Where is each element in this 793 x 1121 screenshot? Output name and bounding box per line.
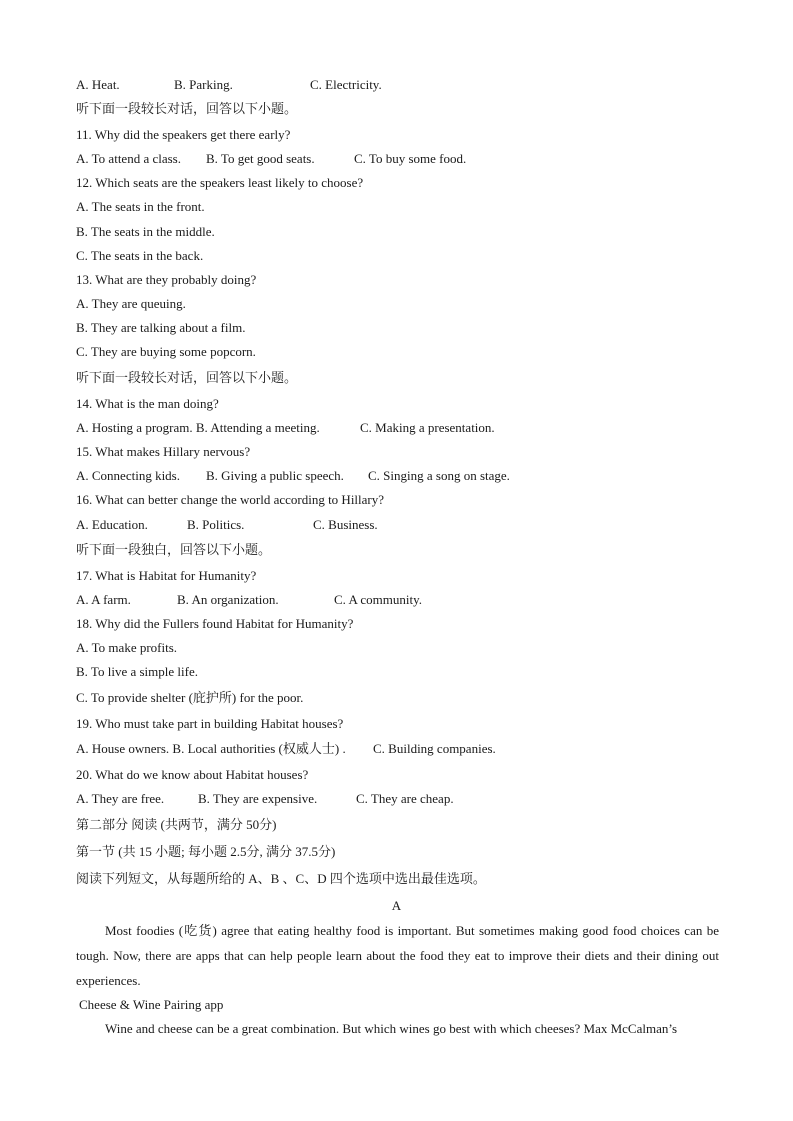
q13-option-c: C. They are buying some popcorn. [76, 344, 256, 359]
option-b: B. They are expensive. [198, 791, 318, 806]
option-b: B. Politics. [187, 517, 245, 532]
question-12: 12. Which seats are the speakers least likely to choose? [76, 175, 364, 190]
option-ab: A. House owners. B. Local authorities (权威人士) . [76, 741, 346, 756]
q13-option-a: A. They are queuing. [76, 296, 186, 311]
q13-option-b: B. They are talking about a film. [76, 320, 246, 335]
q18-option-c: C. To provide shelter (庇护所) for the poor. [76, 690, 304, 705]
option-b: B. To get good seats. [206, 151, 315, 166]
question-14: 14. What is the man doing? [76, 396, 219, 411]
option-b: B. An organization. [177, 592, 279, 607]
q15-options [76, 468, 716, 484]
question-11: 11. Why did the speakers get there early? [76, 127, 291, 142]
q12-option-a: A. The seats in the front. [76, 199, 205, 214]
section-one-heading: 第一节 (共 15 小题; 每小题 2.5分, 满分 37.5分) [76, 844, 336, 859]
passage-paragraph: Most foodies (吃货) agree that eating healthy food is important. But sometimes making good food choices can be tough. Now, there are apps that can help people learn about the food they eat to improve their diets and their dining out experiences. [76, 923, 719, 988]
option-c: C. Electricity. [310, 77, 382, 92]
option-a: A. A farm. [76, 592, 131, 607]
option-a: A. They are free. [76, 791, 165, 806]
passage-paragraph: Wine and cheese can be a great combination. But which wines go best with which cheeses? Max McCalman’s [105, 1021, 678, 1036]
question-19: 19. Who must take part in building Habitat houses? [76, 716, 344, 731]
option-c: C. To buy some food. [354, 151, 467, 166]
question-13: 13. What are they probably doing? [76, 272, 257, 287]
option-b: B. Giving a public speech. [206, 468, 344, 483]
option-c: C. Singing a song on stage. [368, 468, 510, 483]
passage-label: A [391, 898, 402, 913]
option-ab: A. Hosting a program. B. Attending a meeting. [76, 420, 320, 435]
option-c: C. A community. [334, 592, 422, 607]
option-c: C. They are cheap. [356, 791, 454, 806]
q19-options [76, 741, 716, 757]
option-c: C. Business. [313, 517, 378, 532]
option-a: A. Education. [76, 517, 148, 532]
q11-options [76, 151, 716, 167]
q20-options [76, 791, 716, 807]
q18-option-a: A. To make profits. [76, 640, 178, 655]
q14-options [76, 420, 716, 436]
q16-options [76, 517, 716, 533]
option-b: B. Parking. [174, 77, 233, 92]
option-c: C. Making a presentation. [360, 420, 495, 435]
app-subheading: Cheese & Wine Pairing app [79, 997, 224, 1012]
part-two-heading: 第二部分 阅读 (共两节，满分 50分) [76, 817, 277, 832]
q18-option-b: B. To live a simple life. [76, 664, 198, 679]
q12-option-c: C. The seats in the back. [76, 248, 204, 263]
question-20: 20. What do we know about Habitat houses? [76, 767, 309, 782]
question-17: 17. What is Habitat for Humanity? [76, 568, 257, 583]
question-18: 18. Why did the Fullers found Habitat for Humanity? [76, 616, 354, 631]
option-a: A. To attend a class. [76, 151, 181, 166]
option-a: A. Heat. [76, 77, 120, 92]
q17-options [76, 592, 716, 608]
q10-options [76, 77, 716, 93]
section-instruction: 听下面一段较长对话，回答以下小题。 [76, 101, 298, 116]
section-instruction: 听下面一段独白，回答以下小题。 [76, 542, 272, 557]
section-instruction: 听下面一段较长对话，回答以下小题。 [76, 370, 298, 385]
q12-option-b: B. The seats in the middle. [76, 224, 215, 239]
reading-instruction: 阅读下列短文，从每题所给的 A、B 、C、D 四个选项中选出最佳选项。 [76, 871, 486, 886]
question-15: 15. What makes Hillary nervous? [76, 444, 251, 459]
option-a: A. Connecting kids. [76, 468, 180, 483]
option-c: C. Building companies. [373, 741, 496, 756]
question-16: 16. What can better change the world according to Hillary? [76, 492, 385, 507]
